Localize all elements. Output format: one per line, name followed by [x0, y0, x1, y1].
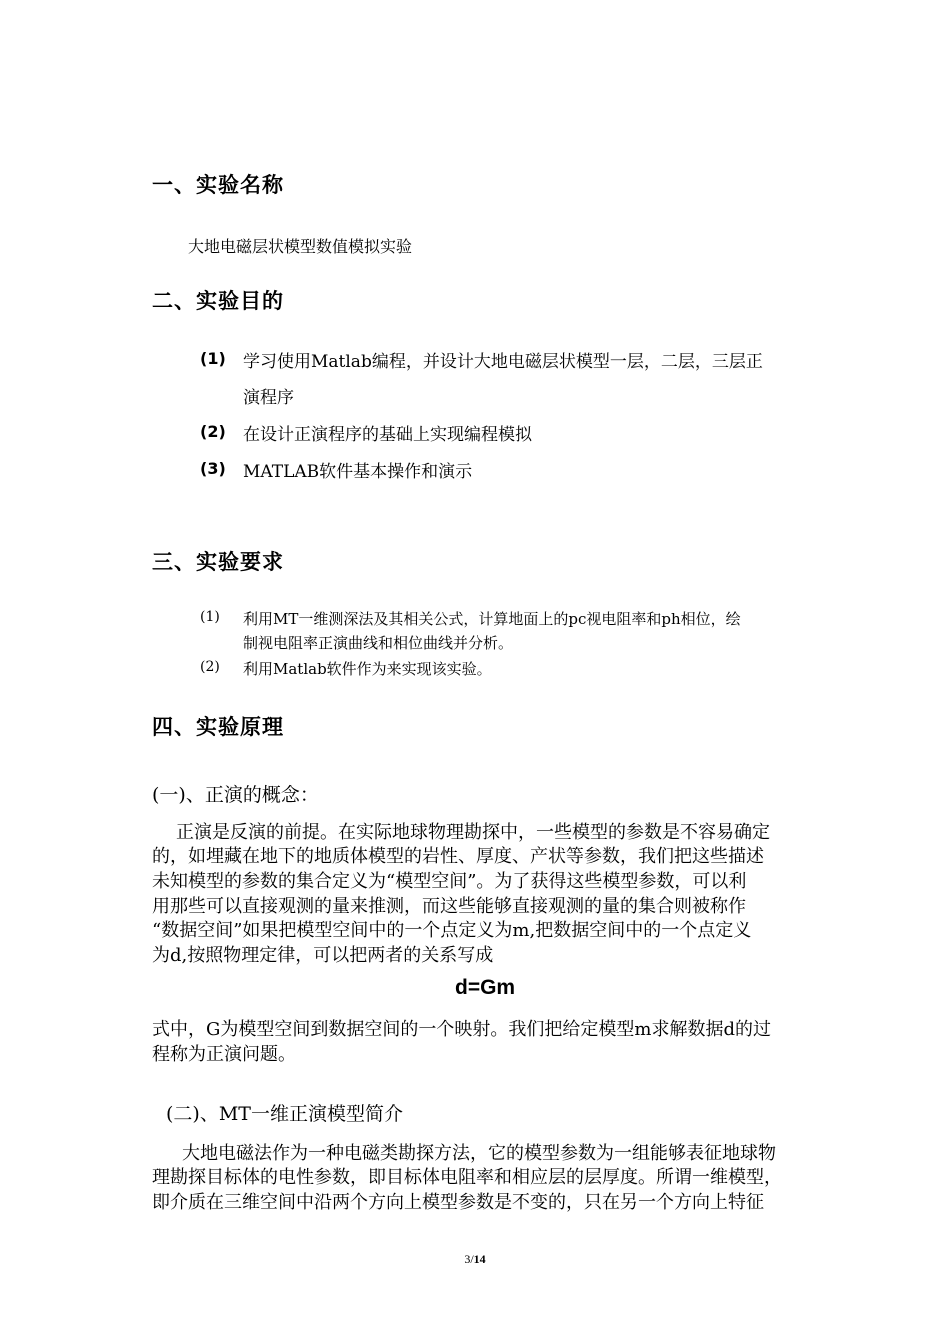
purpose-item-number: (3) [200, 459, 226, 478]
purpose-item-line: MATLAB软件基本操作和演示 [243, 462, 473, 482]
paragraph-line: 式中，G为模型空间到数据空间的一个映射。我们把给定模型m求解数据d的过 [152, 1019, 771, 1040]
subsection-title-forward-concept: (一)、正演的概念： [152, 784, 319, 806]
requirement-item-line: 制视电阻率正演曲线和相位曲线并分析。 [243, 634, 514, 652]
paragraph-line: 理勘探目标体的电性参数，即目标体电阻率和相应层的层厚度。所谓一维模型， [152, 1167, 782, 1188]
section-heading-requirements: 三、实验要求 [152, 550, 284, 574]
paragraph-line: 未知模型的参数的集合定义为“模型空间”。为了获得这些模型参数，可以利 [152, 871, 747, 892]
page-total: 14 [473, 1252, 486, 1266]
paragraph-line: 即介质在三维空间中沿两个方向上模型参数是不变的，只在另一个方向上特征 [152, 1192, 764, 1213]
paragraph-line: 的，如埋藏在地下的地质体模型的岩性、厚度、产状等参数，我们把这些描述 [152, 846, 764, 867]
requirement-item-line: 利用MT一维测深法及其相关公式，计算地面上的pc视电阻率和ph相位，绘 [243, 610, 741, 628]
paragraph-line: 大地电磁法作为一种电磁类勘探方法，它的模型参数为一组能够表征地球物 [182, 1143, 776, 1164]
purpose-item-number: (1) [200, 349, 226, 368]
paragraph-line: 程称为正演问题。 [152, 1044, 296, 1065]
purpose-item-line: 演程序 [243, 388, 294, 408]
section-heading-name: 一、实验名称 [152, 173, 284, 197]
formula-d-gm: d=Gm [455, 976, 516, 999]
page-current: 3 [464, 1252, 471, 1266]
purpose-item-line: 学习使用Matlab编程，并设计大地电磁层状模型一层，二层，三层正 [243, 352, 763, 372]
section-heading-purpose: 二、实验目的 [152, 289, 284, 313]
purpose-item-number: (2) [200, 422, 226, 441]
section-heading-principle: 四、实验原理 [152, 715, 284, 739]
paragraph-line: 用那些可以直接观测的量来推测，而这些能够直接观测的量的集合则被称作 [152, 896, 746, 917]
paragraph-line: 正演是反演的前提。在实际地球物理勘探中，一些模型的参数是不容易确定 [176, 822, 770, 843]
requirement-item-line: 利用Matlab软件作为来实现该实验。 [243, 660, 492, 678]
subsection-title-mt-model: (二)、MT一维正演模型简介 [166, 1103, 403, 1125]
requirement-item-number: (1) [200, 609, 220, 625]
paragraph-line: “数据空间”如果把模型空间中的一个点定义为m,把数据空间中的一个点定义 [152, 920, 752, 941]
paragraph-line: 为d,按照物理定律，可以把两者的关系写成 [152, 945, 494, 966]
purpose-item-line: 在设计正演程序的基础上实现编程模拟 [243, 425, 532, 445]
experiment-name-text: 大地电磁层状模型数值模拟实验 [188, 237, 413, 256]
page-number: 3/14 [464, 1252, 486, 1266]
requirement-item-number: (2) [200, 659, 220, 675]
